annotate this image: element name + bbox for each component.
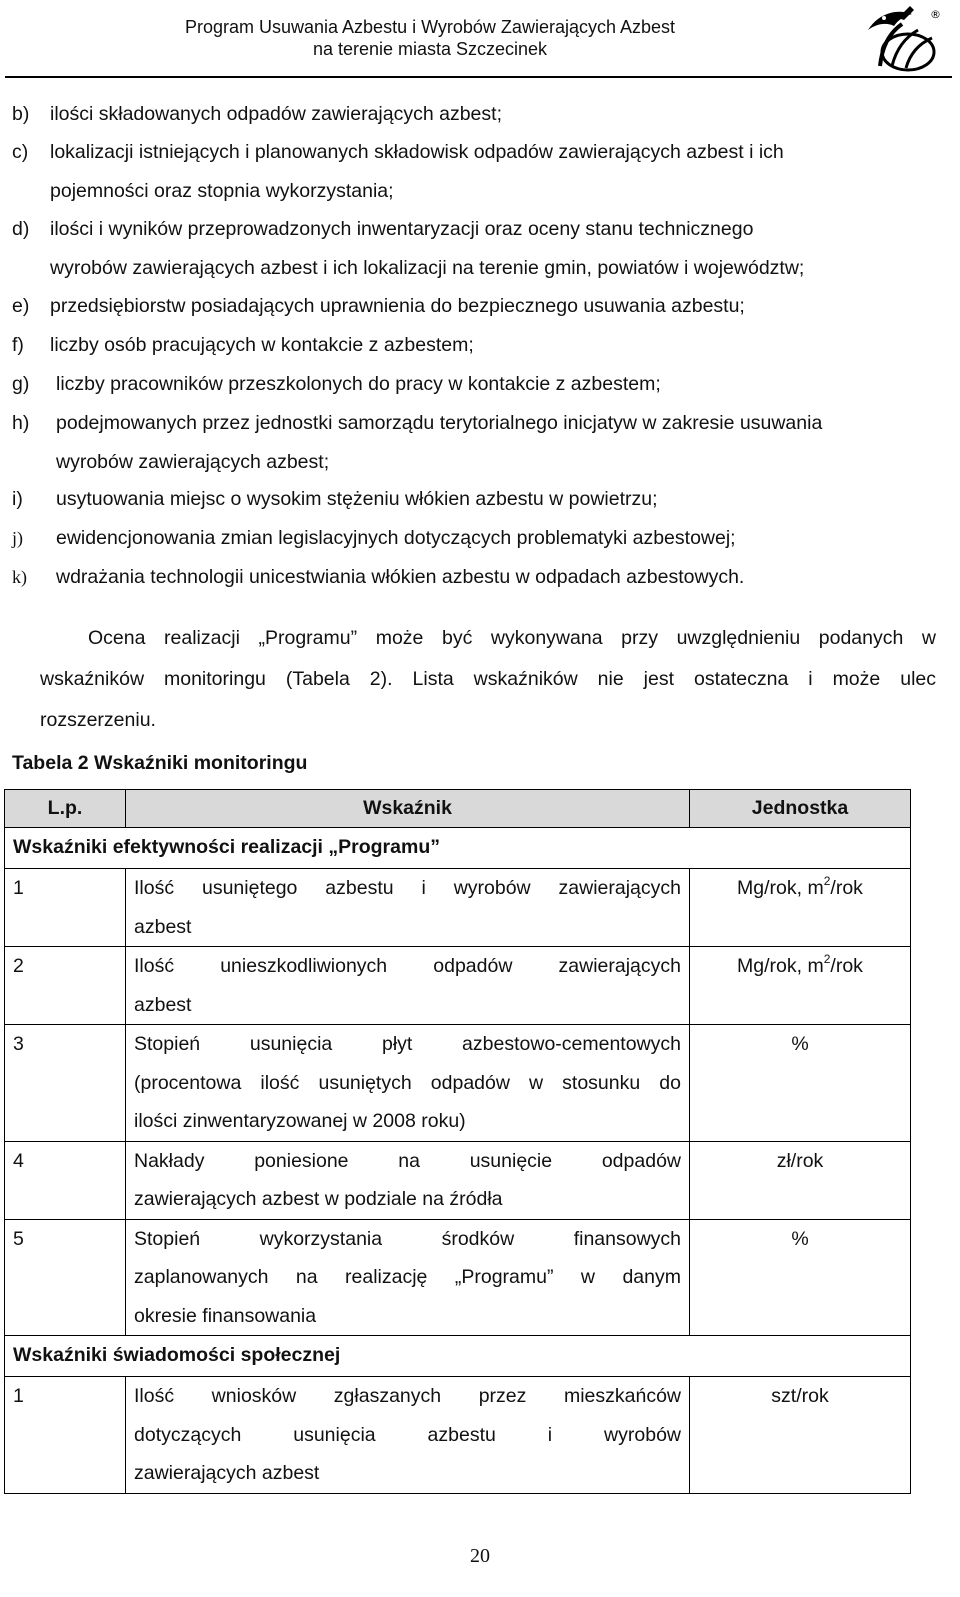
cell-lp: 4: [5, 1141, 126, 1219]
cell-unit: %: [690, 1219, 911, 1336]
list-item-letter: h): [12, 412, 30, 434]
table-group-row: [5, 828, 911, 869]
cell-lp: 2: [5, 947, 126, 1025]
cell-indicator: Stopień usunięcia płyt azbestowo-cementowych (procentowa ilość usuniętych odpadów w stosunku do ilości zinwentaryzowanej w 2008 roku): [126, 1025, 690, 1142]
cell-lp: 3: [5, 1025, 126, 1142]
group-title: Wskaźniki efektywności realizacji „Programu”: [5, 828, 911, 869]
list-item-text: lokalizacji istniejących i planowanych składowisk odpadów zawierających azbest i ich: [50, 141, 784, 163]
svg-text:®: ®: [930, 8, 941, 21]
table-header-row: [5, 790, 911, 828]
table-row: [5, 947, 911, 1025]
header-indicator: Wskaźnik: [126, 790, 690, 828]
list-item-letter: i): [12, 488, 23, 510]
cell-indicator: Ilość unieszkodliwionych odpadów zawierających azbest: [126, 947, 690, 1025]
paragraph-line: Ocena realizacji „Programu” może być wykonywana przy uwzględnieniu podanych w: [88, 627, 936, 649]
list-item-letter: j): [12, 528, 23, 548]
list-item-text: wdrażania technologii unicestwiania włókien azbestu w odpadach azbestowych.: [56, 566, 745, 588]
table-group-row: [5, 1336, 911, 1377]
cell-lp: 5: [5, 1219, 126, 1336]
cell-lp: 1: [5, 1377, 126, 1494]
list-item-letter: d): [12, 218, 30, 240]
table-row: [5, 1025, 911, 1142]
cell-unit: %: [690, 1025, 911, 1142]
cell-unit: zł/rok: [690, 1141, 911, 1219]
indicators-table: [4, 789, 911, 1494]
list-item-letter: f): [12, 334, 24, 356]
body-paragraph: [40, 618, 936, 741]
list-item-letter: k): [12, 567, 27, 587]
list-item-letter: c): [12, 141, 29, 163]
paragraph-line: wskaźników monitoringu (Tabela 2). Lista wskaźników nie jest ostateczna i może ulec: [40, 668, 936, 690]
header-title-line1: Program Usuwania Azbestu i Wyrobów Zawierających Azbest: [184, 17, 676, 37]
cell-unit: szt/rok: [690, 1377, 911, 1494]
list-item-text: podejmowanych przez jednostki samorządu terytorialnego inicjatyw w zakresie usuwania: [56, 412, 823, 434]
table-row: [5, 1377, 911, 1494]
list-item-text: ilości składowanych odpadów zawierających azbest;: [50, 103, 502, 125]
table-row: [5, 1141, 911, 1219]
header-title: [80, 16, 780, 60]
paragraph-line: rozszerzeniu.: [40, 709, 156, 731]
cell-unit: Mg/rok, $m^2$/rok: [690, 947, 911, 1025]
header-lp: L.p.: [5, 790, 126, 828]
list-item-text: usytuowania miejsc o wysokim stężeniu włókien azbestu w powietrzu;: [56, 488, 658, 510]
header-title-line2: na terenie miasta Szczecinek: [312, 39, 548, 59]
page-header: [0, 0, 960, 84]
table-row: [5, 869, 911, 947]
cell-lp: 1: [5, 869, 126, 947]
cell-indicator: Stopień wykorzystania środków finansowych zaplanowanych na realizację „Programu” w danym okresie finansowania: [126, 1219, 690, 1336]
cell-indicator: Ilość usuniętego azbestu i wyrobów zawierających azbest: [126, 869, 690, 947]
cell-indicator: Nakłady poniesione na usunięcie odpadów zawierających azbest w podziale na źródła: [126, 1141, 690, 1219]
program-logo: [852, 4, 944, 76]
list-item-text: ewidencjonowania zmian legislacyjnych dotyczących problematyki azbestowej;: [56, 527, 736, 549]
list-item-text: liczby osób pracujących w kontakcie z azbestem;: [50, 334, 474, 356]
group-title: Wskaźniki świadomości społecznej: [5, 1336, 911, 1377]
list-item-text: liczby pracowników przeszkolonych do pracy w kontakcie z azbestem;: [56, 373, 661, 395]
header-unit: Jednostka: [690, 790, 911, 828]
table-row: [5, 1219, 911, 1336]
list-item-text-cont: pojemności oraz stopnia wykorzystania;: [50, 180, 394, 202]
list-item-letter: g): [12, 373, 30, 395]
list-item-letter: b): [12, 103, 30, 125]
cell-unit: Mg/rok, $m^2$/rok: [690, 869, 911, 947]
list-item-text-cont: wyrobów zawierających azbest;: [56, 451, 330, 473]
list-item-text: przedsiębiorstw posiadających uprawnienia do bezpiecznego usuwania azbestu;: [50, 295, 745, 317]
list-item-text: ilości i wyników przeprowadzonych inwentaryzacji oraz oceny stanu technicznego: [50, 218, 754, 240]
list-item-text-cont: wyrobów zawierających azbest i ich lokalizacji na terenie gmin, powiatów i województw;: [50, 257, 805, 279]
header-divider: [5, 76, 952, 78]
cell-indicator: Ilość wniosków zgłaszanych przez mieszkańców dotyczących usunięcia azbestu i wyrobów zawierających azbest: [126, 1377, 690, 1494]
list-item-letter: e): [12, 295, 30, 317]
page-number: 20: [470, 1545, 490, 1567]
table-caption: Tabela 2 Wskaźniki monitoringu: [12, 752, 308, 774]
